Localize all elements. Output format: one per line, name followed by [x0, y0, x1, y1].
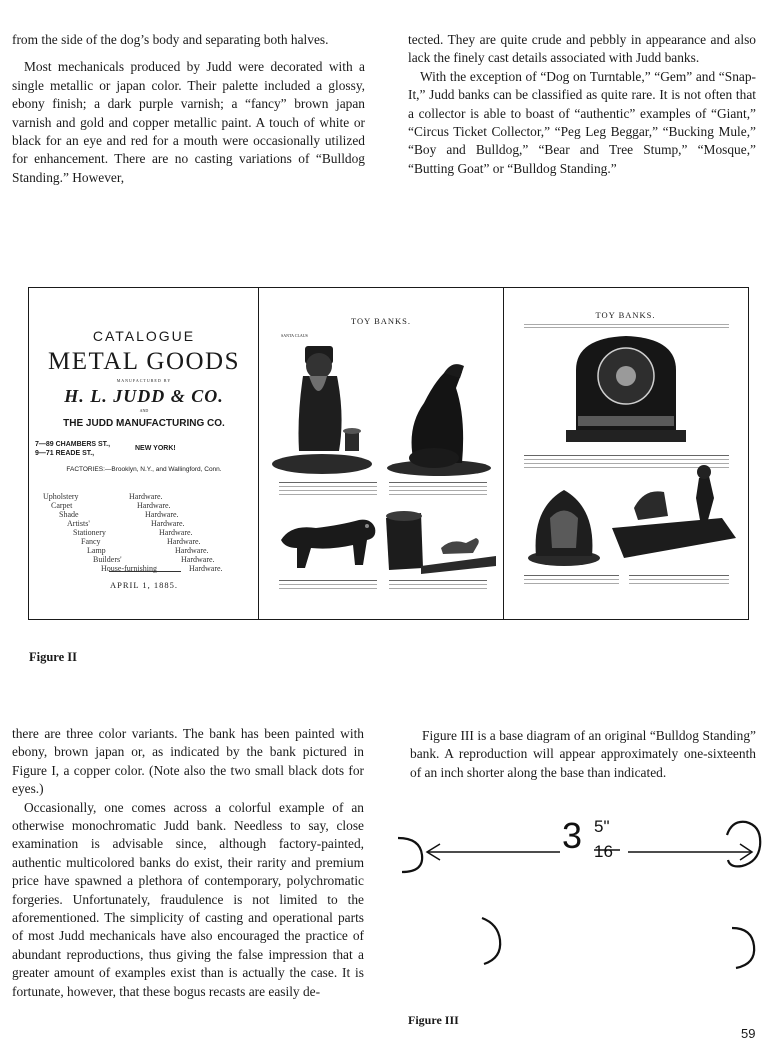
- paragraph: With the exception of “Dog on Turntable,” “Gem” and “Snap-It,” Judd banks can be classified as quite rare. It is not often that a collector is able to boast of “authentic” examples of “Giant,” “Circus Ticket Collector,” “Peg Leg Beggar,” “Bucking Mule,” “Boy and Bulldog,” “Bear and Tree Stump,” “Mosque,” “Butting Goat” or “Bulldog Standing.”: [408, 68, 756, 176]
- catalogue-address-2: 9—71 READE ST.,: [35, 450, 95, 457]
- divider: [109, 571, 181, 572]
- figure-2-caption: Figure II: [29, 650, 78, 664]
- caption-text: [279, 578, 377, 592]
- caption-text: [389, 480, 487, 498]
- catalogue-main-title: METAL GOODS: [47, 348, 241, 375]
- top-left-column: [12, 31, 365, 187]
- caption-text: [524, 322, 729, 330]
- dimension-denominator: 16: [594, 842, 613, 861]
- paragraph: there are three color variants. The bank has been painted with ebony, brown japan or, as indicated by the bank pictured in Figure I, a copper color. (Note also the two small black dots for eyes.): [12, 726, 364, 797]
- catalogue-by-line: MANUFACTURED BY: [116, 378, 172, 383]
- toy-banks-heading: TOY BANKS.: [350, 316, 412, 326]
- caption-text: [279, 480, 377, 498]
- trade-left-item: Upholstery: [43, 492, 79, 501]
- trade-left-item: Builders': [93, 555, 122, 564]
- trade-right-item: Hardware.: [151, 519, 185, 528]
- trade-left-item: Shade: [59, 510, 79, 519]
- trade-right-item: Hardware.: [159, 528, 193, 537]
- caption-text: [629, 573, 729, 587]
- paragraph: Figure III is a base diagram of an original “Bulldog Standing” bank. A reproduction will appear approximately one-sixteenth of an inch shorter along the base than indicated.: [410, 728, 756, 780]
- bottom-right-column: [410, 727, 756, 782]
- paragraph: from the side of the dog’s body and separating both halves.: [12, 32, 329, 47]
- catalogue-and: AND: [139, 408, 149, 413]
- trade-left-item: Artists': [67, 519, 90, 528]
- trade-right-item: Hardware.: [181, 555, 215, 564]
- catalogue-address-1: 7—89 CHAMBERS ST.,: [35, 441, 111, 448]
- trade-left-item: Stationery: [73, 528, 106, 537]
- santa-claus-bank-image: [267, 336, 377, 476]
- trade-right-item: Hardware.: [145, 510, 179, 519]
- boy-and-bulldog-bank-image: [604, 458, 744, 568]
- toy-banks-heading: TOY BANKS.: [595, 310, 656, 320]
- trade-left-item: Fancy: [81, 537, 101, 546]
- paragraph: Most mechanicals produced by Judd were decorated with a single metallic or japan color. Their palette included a glossy, ebony finish; a dark purple varnish; a “fancy” brown japan varnish and gold and copper metallic paint. A touch of white or black for an eye and red for a mouth were occasionally utilized for enhancement. There are no casting variations of “Bulldog Standing.” However,: [12, 59, 365, 185]
- catalogue-cover-panel: [29, 288, 259, 619]
- stump-and-goat-bank-image: [381, 498, 499, 578]
- catalogue-city: NEW YORK!: [135, 445, 176, 452]
- page-number: 59: [741, 1026, 756, 1041]
- top-right-column: [408, 31, 756, 178]
- bear-and-tree-stump-bank-image: [524, 478, 604, 568]
- trade-right-item: Hardware.: [189, 564, 223, 573]
- trade-left-item: Lamp: [87, 546, 106, 555]
- catalogue-firm-name: H. L. JUDD & CO.: [64, 386, 224, 406]
- caption-text: [389, 578, 487, 592]
- paragraph: tected. They are quite crude and pebbly in appearance and also lack the finely cast details associated with Judd banks.: [408, 32, 756, 66]
- catalogue-factories: FACTORIES:—Brooklyn, N.Y., and Wallingford, Conn.: [66, 466, 222, 473]
- figure-3-caption: Figure III: [408, 1013, 459, 1027]
- figure-label: SANTA CLAUS: [281, 333, 308, 338]
- trade-right-item: Hardware.: [175, 546, 209, 555]
- mosque-bank-image: [556, 330, 696, 450]
- bulldog-standing-bank-image: [271, 510, 381, 575]
- toy-banks-page-1: [259, 288, 504, 619]
- dog-bank-image: [384, 358, 494, 478]
- trade-left-item: Carpet: [51, 501, 73, 510]
- catalogue-title: CATALOGUE: [92, 328, 196, 344]
- dimension-numerator: 5": [594, 817, 610, 836]
- figure-2: [28, 287, 749, 620]
- catalogue-company: THE JUDD MANUFACTURING CO.: [63, 418, 225, 429]
- caption-text: [524, 573, 619, 587]
- trade-right-item: Hardware.: [137, 501, 171, 510]
- dimension-whole: 3: [562, 815, 583, 856]
- trade-right-item: Hardware.: [129, 492, 163, 501]
- trade-left-item: House-furnishing: [101, 564, 157, 573]
- trade-right-item: Hardware.: [167, 537, 201, 546]
- bottom-left-column: [12, 725, 364, 1001]
- catalogue-date: APRIL 1, 1885.: [110, 580, 178, 590]
- toy-banks-page-2: [504, 288, 747, 619]
- paragraph: Occasionally, one comes across a colorful example of an otherwise monochromatic Judd bank. Needless to say, close examination is advisable since, although factory-painted, authentic multicolored banks do exist, their rarity and premium price have spawned a plethora of contemporary, polychromatic forgeries. Unfortunately, fraudulence is not limited to the aforementioned. The simplicity of casting and operational parts of most Judd mechanicals have also encouraged the practice of abundant reproductions, thus giving the false impression that a greater amount of examples exist than is actually the case. It is fortunate, however, that these bogus recasts are easily de-: [12, 799, 364, 999]
